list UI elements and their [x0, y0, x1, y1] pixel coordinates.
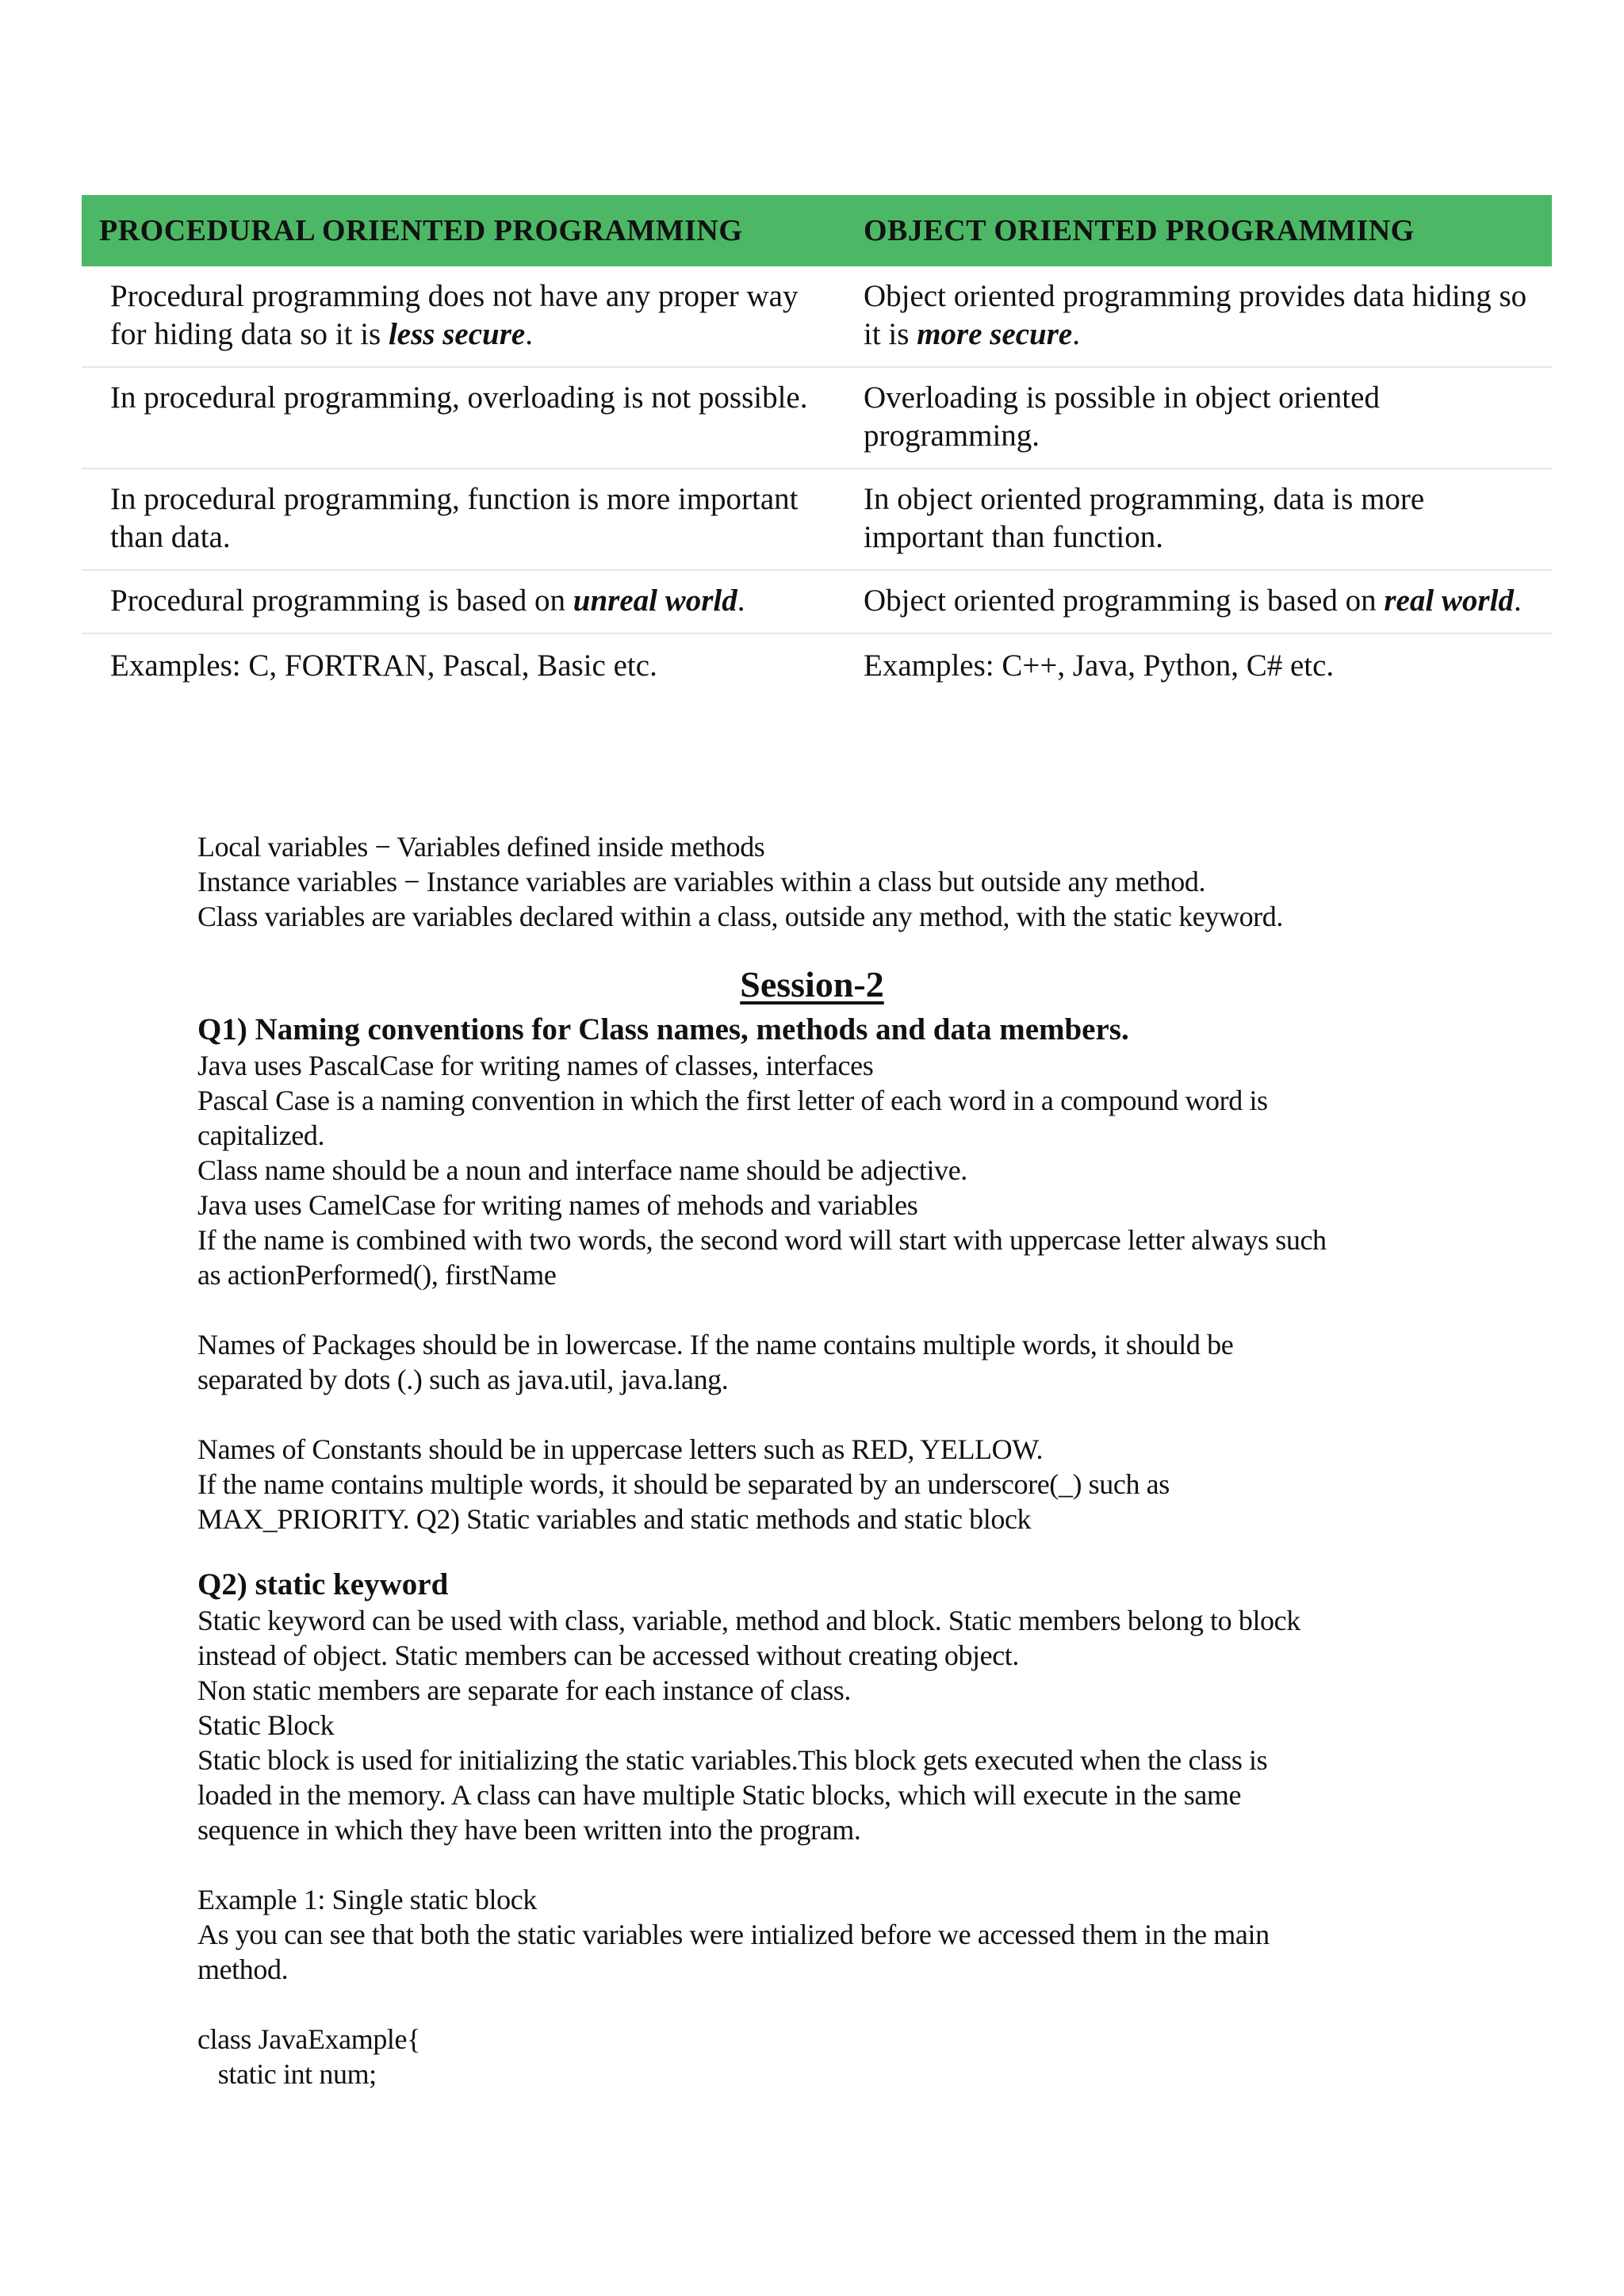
text-line: If the name contains multiple words, it should be separated by an underscore(_) such as [197, 1468, 1170, 1500]
table-row [82, 367, 1552, 469]
text-line: Static block is used for initializing the static variables.This block gets executed when the class is [197, 1744, 1268, 1776]
table-row [82, 266, 1552, 367]
text-line: instead of object. Static members can be accessed without creating object. [197, 1640, 1020, 1671]
text-line: sequence in which they have been written into the program. [197, 1814, 861, 1846]
code-line: static int num; [197, 2058, 377, 2090]
q2-heading: Q2) static keyword [197, 1567, 449, 1601]
text-line: Local variables − Variables defined inside methods [197, 831, 765, 863]
table-row [82, 469, 1552, 570]
text-line: separated by dots (.) such as java.util, java.lang. [197, 1364, 729, 1395]
text-line: MAX_PRIORITY. Q2) Static variables and static methods and static block [197, 1503, 1032, 1535]
header-object-oriented: OBJECT ORIENTED PROGRAMMING [846, 195, 1552, 266]
text-line: Java uses CamelCase for writing names of mehods and variables [197, 1189, 918, 1221]
text-line: Static Block [197, 1709, 335, 1741]
text-line: Java uses PascalCase for writing names of classes, interfaces [197, 1050, 874, 1081]
text-line: Static keyword can be used with class, variable, method and block. Static members belong to block [197, 1605, 1300, 1636]
text-line: Example 1: Single static block [197, 1884, 537, 1915]
table-header-row [82, 195, 1552, 266]
text-line: Instance variables − Instance variables are variables within a class but outside any method. [197, 866, 1206, 897]
text-line: loaded in the memory. A class can have multiple Static blocks, which will execute in the same [197, 1779, 1242, 1811]
text-line: method. [197, 1954, 289, 1985]
paragraph-gap [197, 1847, 1466, 1882]
session-title: Session-2 [740, 964, 884, 1004]
object-oriented-cell: Examples: C++, Java, Python, C# etc. [864, 649, 1335, 683]
table-row [82, 570, 1552, 633]
text-line: Names of Packages should be in lowercase. If the name contains multiple words, it should be [197, 1329, 1234, 1360]
paragraph-gap [197, 1397, 1466, 1432]
object-oriented-cell: Overloading is possible in object oriented programming. [846, 367, 1552, 469]
q1-heading: Q1) Naming conventions for Class names, methods and data members. [197, 1012, 1129, 1047]
procedural-cell: In procedural programming, function is more important than data. [82, 469, 846, 570]
text-line: Class variables are variables declared within a class, outside any method, with the static keyword. [197, 901, 1283, 932]
text-line: As you can see that both the static variables were intialized before we accessed them in the main [197, 1919, 1270, 1950]
procedural-cell: Procedural programming is based on unreal world. [82, 570, 846, 633]
static-keyword-section [197, 1567, 1466, 2091]
text-line: Pascal Case is a naming convention in which the first letter of each word in a compound word is [197, 1085, 1268, 1116]
text-line: Class name should be a noun and interface name should be adjective. [197, 1154, 967, 1186]
naming-conventions-section [197, 1012, 1466, 1536]
object-oriented-cell: In object oriented programming, data is more important than function. [846, 469, 1552, 570]
procedural-cell: Procedural programming does not have any proper way for hiding data so it is less secure. [82, 266, 846, 367]
object-oriented-cell: Object oriented programming is based on real world. [846, 570, 1552, 633]
variable-types-text [197, 829, 1466, 934]
object-oriented-cell: Object oriented programming provides data hiding so it is more secure. [846, 266, 1552, 367]
header-procedural: PROCEDURAL ORIENTED PROGRAMMING [82, 195, 846, 266]
text-line: If the name is combined with two words, the second word will start with uppercase letter always such [197, 1224, 1327, 1256]
table-row [82, 633, 1552, 698]
text-line: Names of Constants should be in uppercase letters such as RED, YELLOW. [197, 1433, 1044, 1465]
procedural-cell: In procedural programming, overloading is not possible. [82, 367, 846, 469]
paragraph-gap [197, 1292, 1466, 1327]
procedural-cell: Examples: C, FORTRAN, Pascal, Basic etc. [110, 649, 657, 683]
text-line: Non static members are separate for each instance of class. [197, 1674, 852, 1706]
text-line: capitalized. [197, 1119, 325, 1151]
paragraph-gap [197, 1987, 1466, 2022]
code-line: class JavaExample{ [197, 2023, 420, 2055]
comparison-table [82, 195, 1552, 698]
text-line: as actionPerformed(), firstName [197, 1259, 557, 1291]
